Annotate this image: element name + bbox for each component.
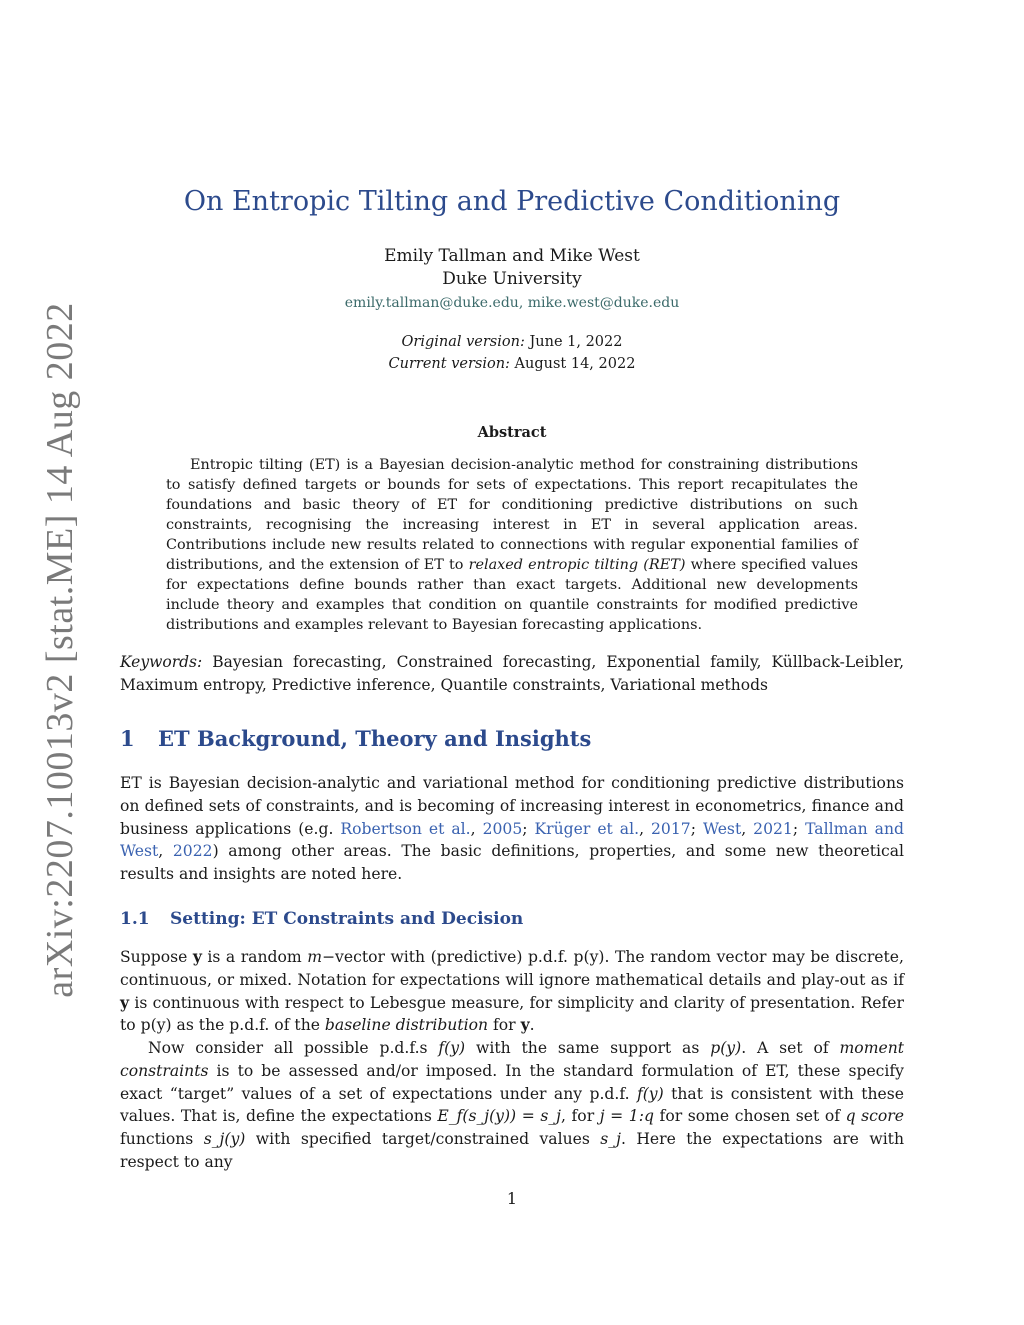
affiliation: Duke University [442,269,582,289]
current-version-date: August 14, 2022 [514,356,636,372]
keywords [120,651,904,697]
citation-west[interactable]: West [702,819,742,838]
current-version-label: Current version: [388,356,510,372]
paragraph-constraints [120,1037,904,1174]
p2-py: p(y) [573,948,605,966]
p2-g: for [488,1016,521,1035]
p3-d: is to be assessed and/or imposed. In the standard formulation of ET, these specify exact “target” values of a set of expectations under any p.d.f. [120,1061,904,1103]
original-version [0,334,1024,350]
p2-baseline: baseline distribution [324,1016,489,1035]
p3-a: Now consider all possible p.d.f.s [148,1039,439,1057]
keywords-label: Keywords: [120,653,203,671]
arxiv-identifier: arXiv:2207.10013v2 [stat.ME] 14 Aug 2022 [39,302,81,998]
subsection-heading [120,909,523,929]
section-number: 1 [120,726,135,751]
p3-c: . A set of [741,1039,840,1057]
paper-title: On Entropic Tilting and Predictive Conditioning [183,186,841,217]
p3-e: that is consistent with these values. That is, define the expectations [120,1084,904,1126]
email-west[interactable]: mike.west@duke.edu [527,295,680,311]
citation-kruger[interactable]: Krüger et al. [534,819,640,838]
citation-kruger-year[interactable]: 2017 [651,819,691,838]
p2-a: Suppose [120,948,193,966]
p3-fy: f(y) [438,1039,466,1057]
p2-y2: y [120,992,130,1012]
p3-sjy: s_j(y) [203,1130,246,1149]
citation-tallman-west-year[interactable]: 2022 [172,842,213,861]
citation-robertson-year[interactable]: 2005 [482,819,523,838]
authors: Emily Tallman and Mike West [384,246,640,266]
p2-b: is a random [201,948,308,966]
citation-west-year[interactable]: 2021 [753,819,793,838]
author-emails [0,295,1024,311]
subsection-title: Setting: ET Constraints and Decision [170,909,524,929]
p3-h: functions [120,1130,204,1149]
p3-k: . Here the expectations are with respect to any [120,1130,904,1171]
p3-fy2: f(y) [636,1084,664,1103]
section-title: ET Background, Theory and Insights [158,726,592,751]
abstract-heading: Abstract [477,424,547,441]
p2-y3: y [520,1015,530,1035]
citation-robertson[interactable]: Robertson et al. [340,819,471,838]
p3-py: p(y) [710,1039,742,1057]
abstract-text [166,455,858,635]
p2-d: . The random vector may be discrete, continuous, or mixed. Notation for expectations will ignore mathematical details and play-out as if [120,948,904,989]
p3-f: , for [561,1107,600,1126]
email-tallman[interactable]: emily.tallman@duke.edu [344,295,519,311]
abstract-part-1: Entropic tilting (ET) is a Bayesian decision-analytic method for constraining distributions to satisfy defined targets or bounds for sets of expectations. This report recapitulates the foundations and basic theory of ET for conditioning predictive distributions on such constraints, recognising the increasing interest in ET in several application areas. Contributions include new results related to connections with regular exponential families of distributions, and the extension of ET to [166,457,858,573]
p2-e: is continuous with respect to Lebesgue measure, for simplicity and clarity of presentation. Refer to [120,993,904,1035]
p2-m: m [307,948,322,966]
p2-y: y [192,947,202,966]
p3-b: with the same support as [465,1039,711,1057]
p2-f: as the p.d.f. of the [171,1016,325,1035]
subsection-number: 1.1 [120,909,150,929]
abstract-emphasis: relaxed entropic tilting (RET) [468,557,686,573]
p3-moment-constraints: moment constraints [120,1039,905,1080]
page-number: 1 [506,1189,518,1208]
current-version [0,356,1024,372]
email-separator: , [518,295,528,311]
para1-text-2: ) among other areas. The basic definitions, properties, and some new theoretical results and insights are noted here. [120,842,904,884]
p3-expectation: E_f(s_j(y)) = s_j [437,1107,561,1126]
p2-h: . [529,1016,535,1035]
original-version-label: Original version: [401,334,525,350]
paragraph-intro: ET is Bayesian decision-analytic and variational method for conditioning predictive distributions on defined sets of constraints, and is becoming of increasing interest in econometrics, finance and business applications (e.g. Robertson et al., 2005; Krüger et al., 2017; West, 2021; Tallman and West, 2022) among other areas. The basic definitions, properties, and some new theoretical results and insights are noted here. [120,774,905,884]
section-heading [120,726,591,751]
p3-g: for some chosen set of [653,1107,846,1126]
p2-py2: p(y) [140,1016,172,1035]
citation-tallman-west[interactable]: Tallman and West [120,819,905,861]
p3-score: score [861,1107,904,1126]
p2-c: −vector with (predictive) p.d.f. [321,948,574,966]
abstract-part-2: where specified values for expectations define bounds rather than exact targets. Additional new developments include theory and examples that condition on quantile constraints for modified predictive distributions and examples relevant to Bayesian forecasting applications. [166,557,859,633]
p3-q: q [845,1107,856,1126]
keywords-text: Bayesian forecasting, Constrained forecasting, Exponential family, Küllback-Leibler, Maximum entropy, Predictive inference, Quantile constraints, Variational methods [120,653,904,694]
original-version-date: June 1, 2022 [529,334,623,350]
p3-jq: j = 1:q [599,1107,654,1126]
p3-sj: s_j [600,1130,621,1149]
para1-text-1: ET is Bayesian decision-analytic and variational method for conditioning predictive distributions on defined sets of constraints, and is becoming of increasing interest in econometrics, finance and business applications (e.g. [120,774,904,838]
p3-i: with specified target/constrained values [245,1130,601,1149]
paragraph-setting [120,946,904,1037]
